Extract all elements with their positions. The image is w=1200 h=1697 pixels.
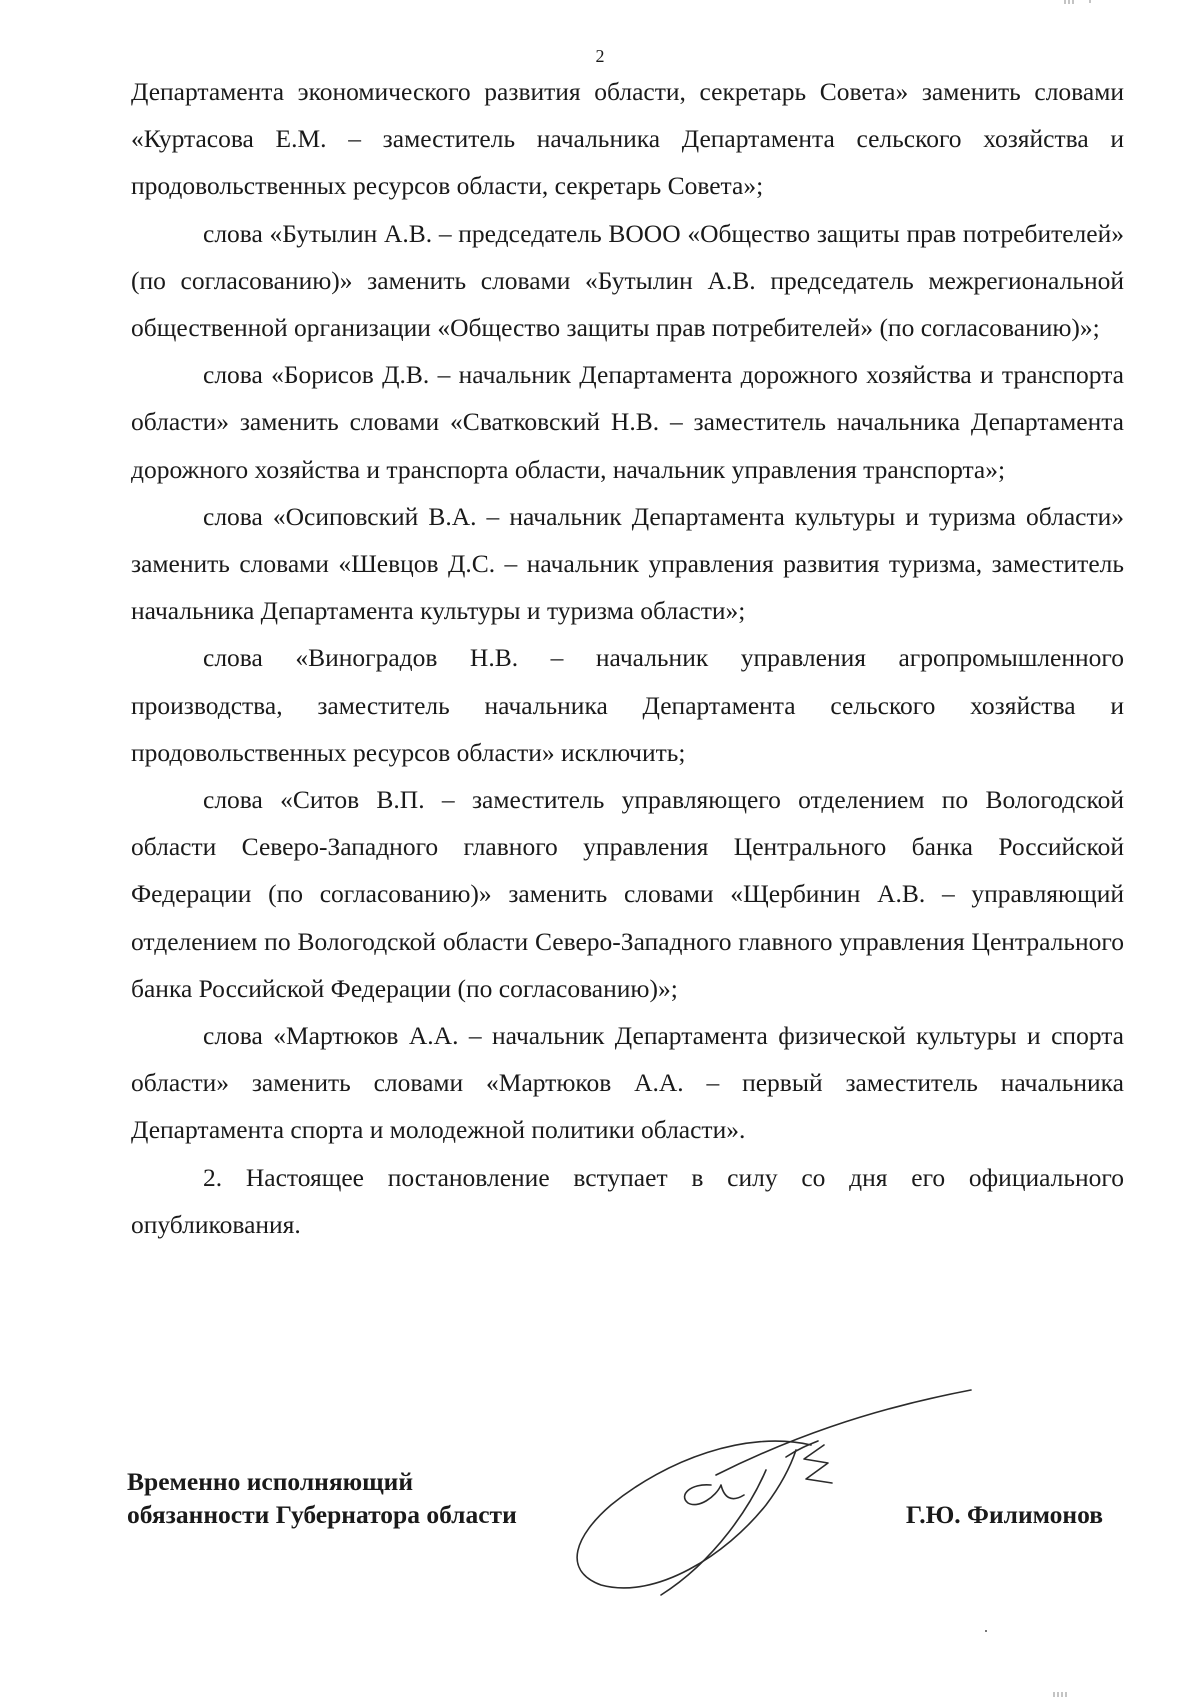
signature-block	[127, 1465, 1127, 1665]
signatory-name: Г.Ю. Филимонов	[905, 1500, 1103, 1529]
signatory-title	[127, 1465, 517, 1531]
page-number: 2	[595, 46, 605, 66]
paragraph-butylin: слова «Бутылин А.В. – председатель ВООО «Общество защиты прав потребителей» (по согласованию)» заменить словами «Бутылин А.В. председатель межрегиональной общественной организации «Общество защиты прав потребителей» (по согласованию)»;	[131, 218, 1124, 343]
paragraph-effective-date: 2. Настоящее постановление вступает в силу со дня его официального опубликования.	[131, 1162, 1124, 1239]
paragraph-martyukov: слова «Мартюков А.А. – начальник Департамента физической культуры и спорта области» заменить словами «Мартюков А.А. – первый заместитель начальника Департамента спорта и молодежной политики области».	[131, 1021, 1124, 1145]
scan-dot	[985, 1630, 987, 1632]
document-body	[131, 68, 1124, 1248]
paragraph-borisov: слова «Борисов Д.В. – начальник Департамента дорожного хозяйства и транспорта области» заменить словами «Сватковский Н.В. – заместитель начальника Департамента дорожного хозяйства и транспорта области, начальник управления транспорта»;	[131, 360, 1124, 484]
paragraph-osipovsky: слова «Осиповский В.А. – начальник Департамента культуры и туризма области» заменить словами «Шевцов Д.С. – начальник управления развития туризма, заместитель начальника Департамента культуры и туризма области»;	[131, 501, 1124, 626]
paragraph-vinogradov: слова «Виноградов Н.В. – начальник управления агропромышленного производства, заместитель начальника Департамента сельского хозяйства и продовольственных ресурсов области» исключить;	[131, 643, 1124, 767]
paragraph-continuation: Департамента экономического развития области, секретарь Совета» заменить словами «Куртасова Е.М. – заместитель начальника Департамента сельского хозяйства и продовольственных ресурсов области, секретарь Совета»;	[131, 77, 1124, 201]
scan-mark-top-right	[1060, 0, 1120, 6]
signatory-title-line-1: Временно исполняющий	[127, 1467, 414, 1496]
scan-mark-bottom-right	[1050, 1690, 1110, 1697]
paragraph-sitov: слова «Ситов В.П. – заместитель управляющего отделением по Вологодской области Северо-Западного главного управления Центрального банка Российской Федерации (по согласованию)» заменить словами «Щербинин А.В. – управляющий отделением по Вологодской области Северо-Западного главного управления Центрального банка Российской Федерации (по согласованию)»;	[131, 785, 1124, 1003]
signatory-title-line-2: обязанности Губернатора области	[127, 1500, 517, 1529]
